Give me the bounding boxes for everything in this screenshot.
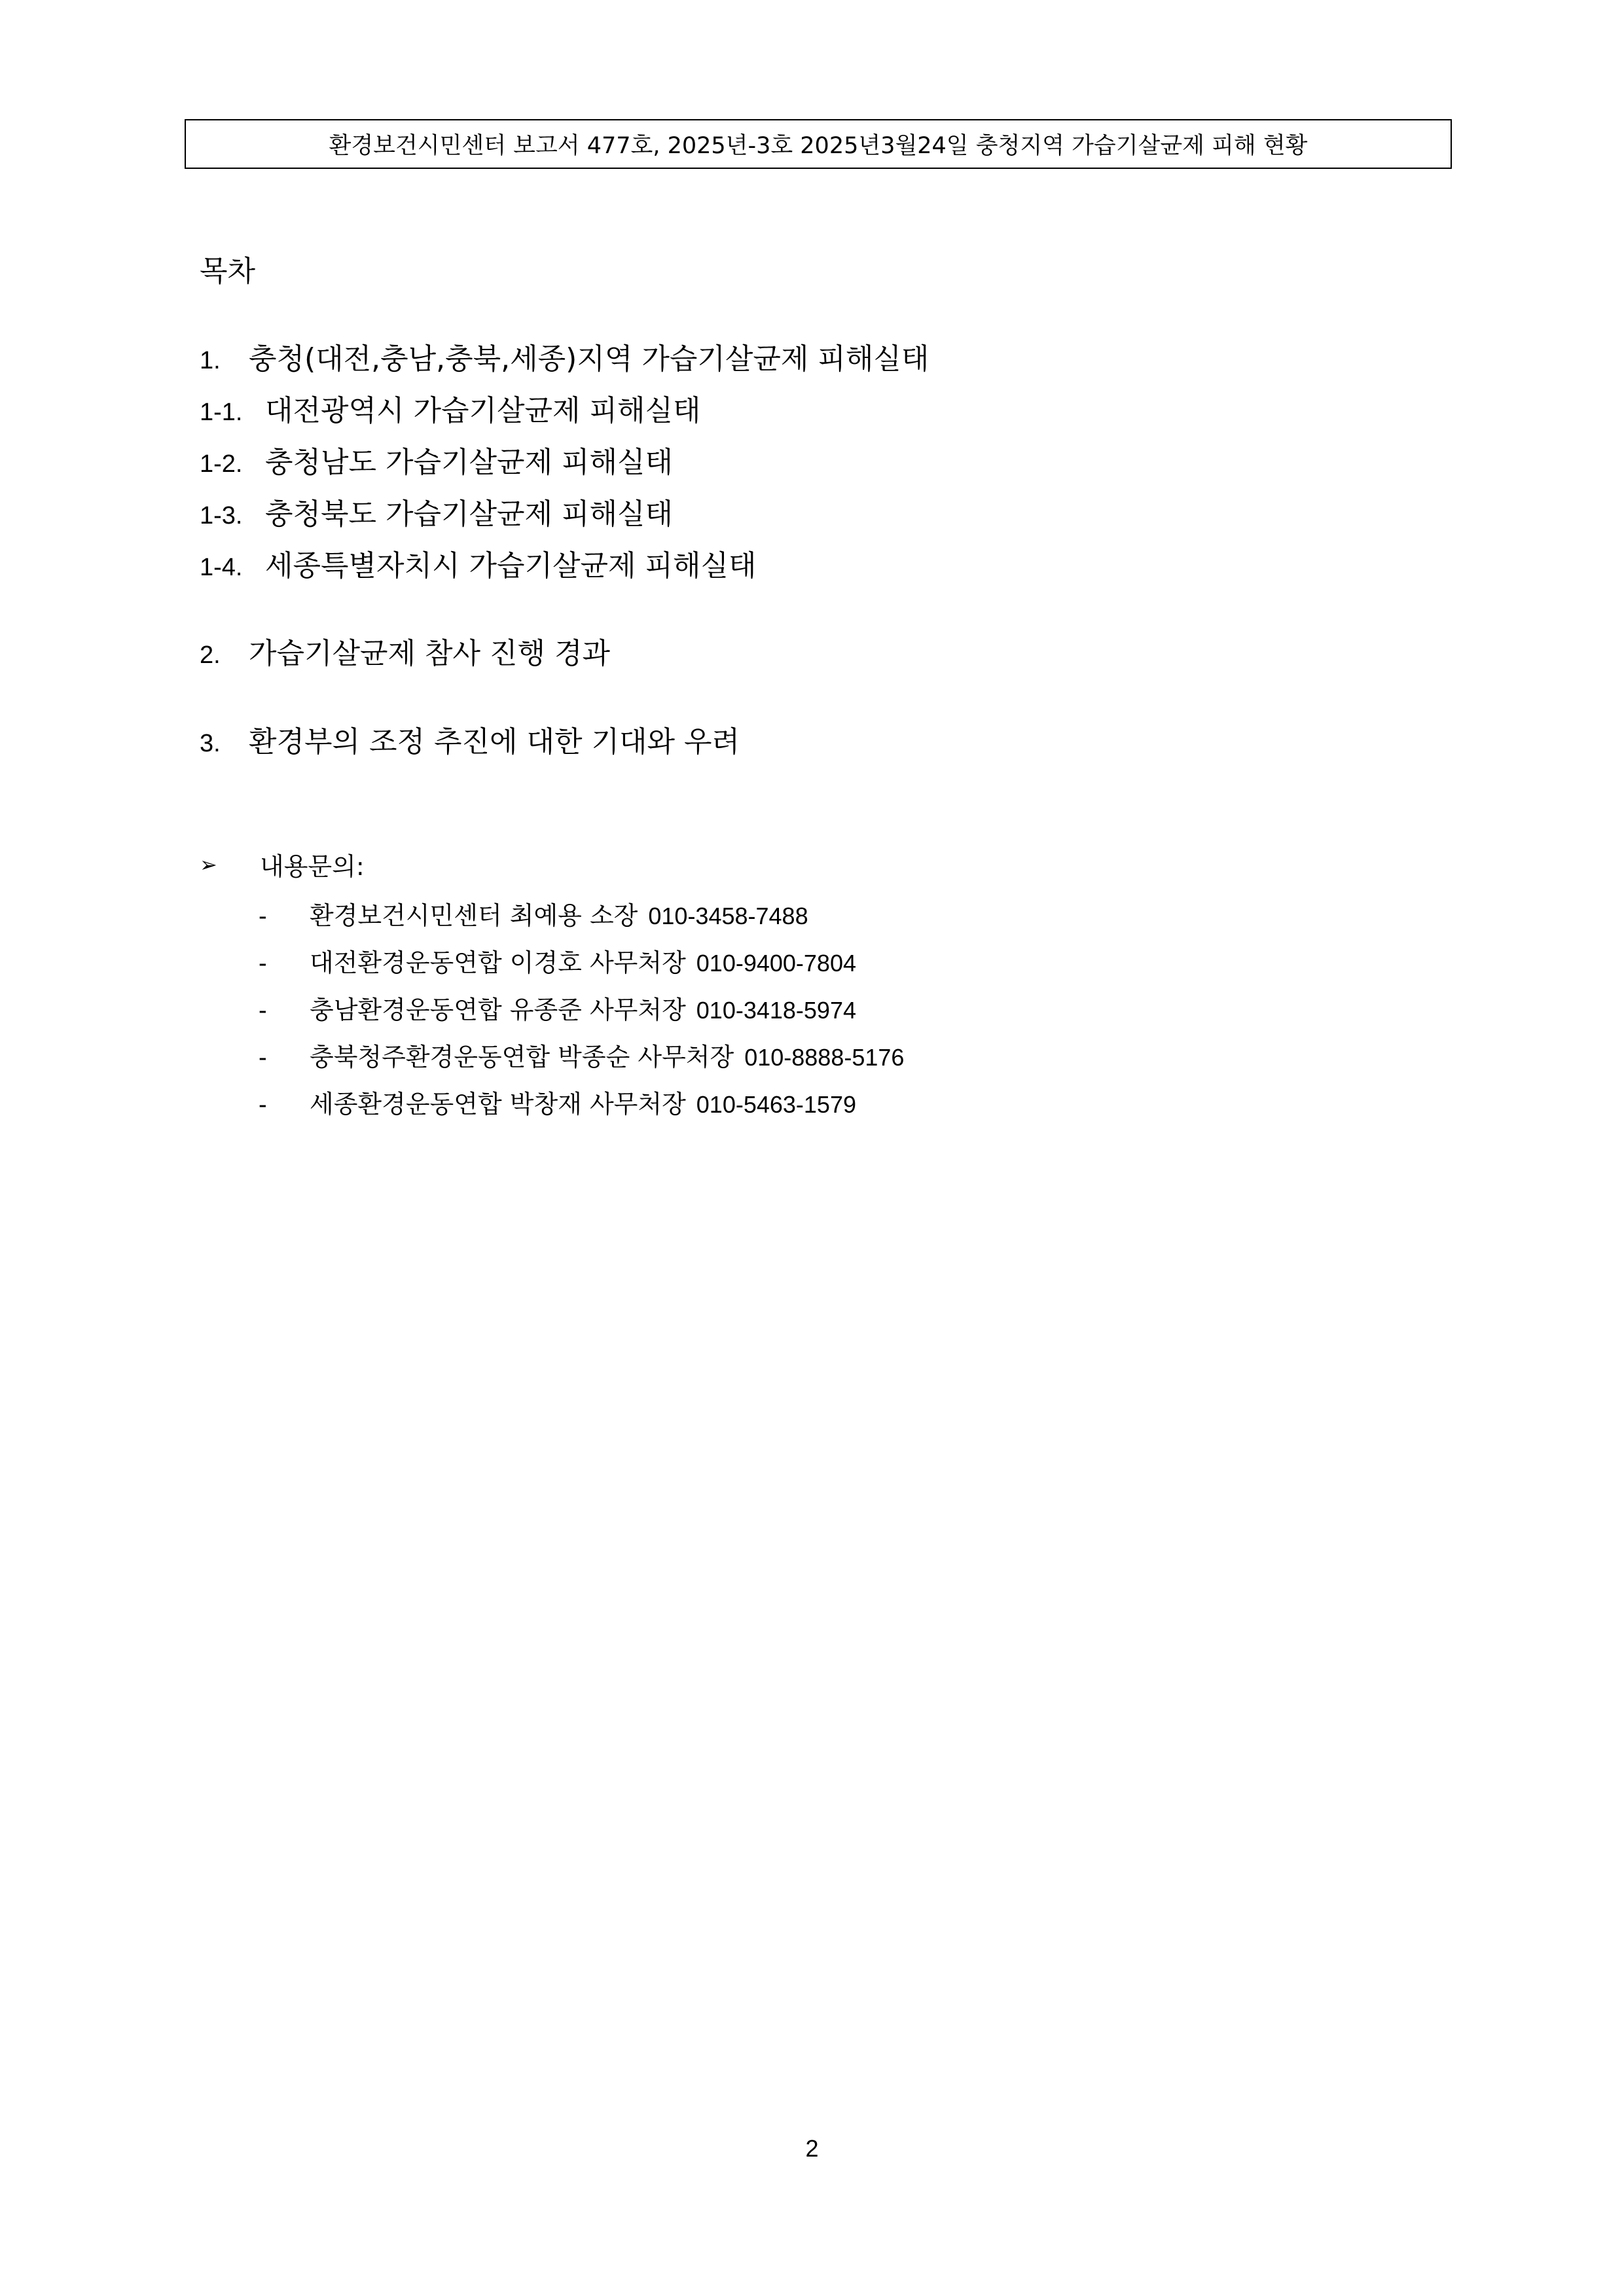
toc-item-number: 2. <box>200 641 221 669</box>
dash-bullet: - <box>259 950 267 977</box>
contact-phone: 010-9400-7804 <box>696 950 856 977</box>
contact-name: 세종환경운동연합 박창재 사무처장 <box>310 1090 686 1119</box>
toc-item-text: 충청북도 가습기살균제 피해실태 <box>265 497 674 531</box>
contact-phone: 010-5463-1579 <box>696 1091 856 1118</box>
toc-item-text: 충청남도 가습기살균제 피해실태 <box>265 446 674 479</box>
toc-item-number: 1-4. <box>200 554 243 581</box>
contact-phone: 010-3418-5974 <box>696 997 856 1024</box>
contact-name: 대전환경운동연합 이경호 사무처장 <box>310 948 686 977</box>
toc-item <box>200 387 701 429</box>
arrow-bullet-icon: ➢ <box>200 852 217 877</box>
contact-phone: 010-3458-7488 <box>648 903 808 929</box>
toc-item-number: 1. <box>200 347 221 374</box>
dash-bullet: - <box>259 903 267 930</box>
dash-bullet: - <box>259 1044 267 1071</box>
toc-item-number: 1-3. <box>200 502 243 529</box>
toc-item <box>200 490 673 532</box>
toc-item-number: 1-1. <box>200 399 243 426</box>
dash-bullet: - <box>259 1091 267 1119</box>
contact-name: 환경보건시민센터 최예용 소장 <box>310 901 638 930</box>
toc-item <box>200 439 673 480</box>
contact-item <box>259 1084 856 1120</box>
contact-name: 충북청주환경운동연합 박종순 사무처장 <box>310 1043 734 1071</box>
contact-item <box>259 942 856 978</box>
contact-item <box>259 1037 904 1073</box>
toc-item-text: 가습기살균제 참사 진행 경과 <box>249 637 611 670</box>
toc-item <box>200 630 610 672</box>
toc-title: 목차 <box>200 255 256 288</box>
contact-heading <box>200 846 365 882</box>
toc-item-number: 1-2. <box>200 450 243 478</box>
toc-item-text: 세종특별자치시 가습기살균제 피해실태 <box>265 549 757 583</box>
toc-item-number: 3. <box>200 730 221 757</box>
page-number: 2 <box>805 2135 819 2162</box>
toc-item <box>200 335 929 377</box>
toc-item <box>200 718 740 760</box>
report-header-text: 환경보건시민센터 보고서 477호, 2025년-3호 2025년3월24일 충청지역 가습기살균제 피해 현황 <box>329 133 1308 159</box>
toc-item-text: 대전광역시 가습기살균제 피해실태 <box>265 394 701 427</box>
contact-heading-text: 내용문의: <box>260 852 365 881</box>
report-header <box>185 119 1452 169</box>
toc-item <box>200 542 757 584</box>
contact-item <box>259 895 808 931</box>
dash-bullet: - <box>259 997 267 1024</box>
contact-item <box>259 990 856 1026</box>
contact-phone: 010-8888-5176 <box>744 1044 905 1071</box>
contact-name: 충남환경운동연합 유종준 사무처장 <box>310 996 686 1024</box>
toc-item-text: 환경부의 조정 추진에 대한 기대와 우려 <box>249 725 740 759</box>
toc-item-text: 충청(대전,충남,충북,세종)지역 가습기살균제 피해실태 <box>249 342 929 376</box>
